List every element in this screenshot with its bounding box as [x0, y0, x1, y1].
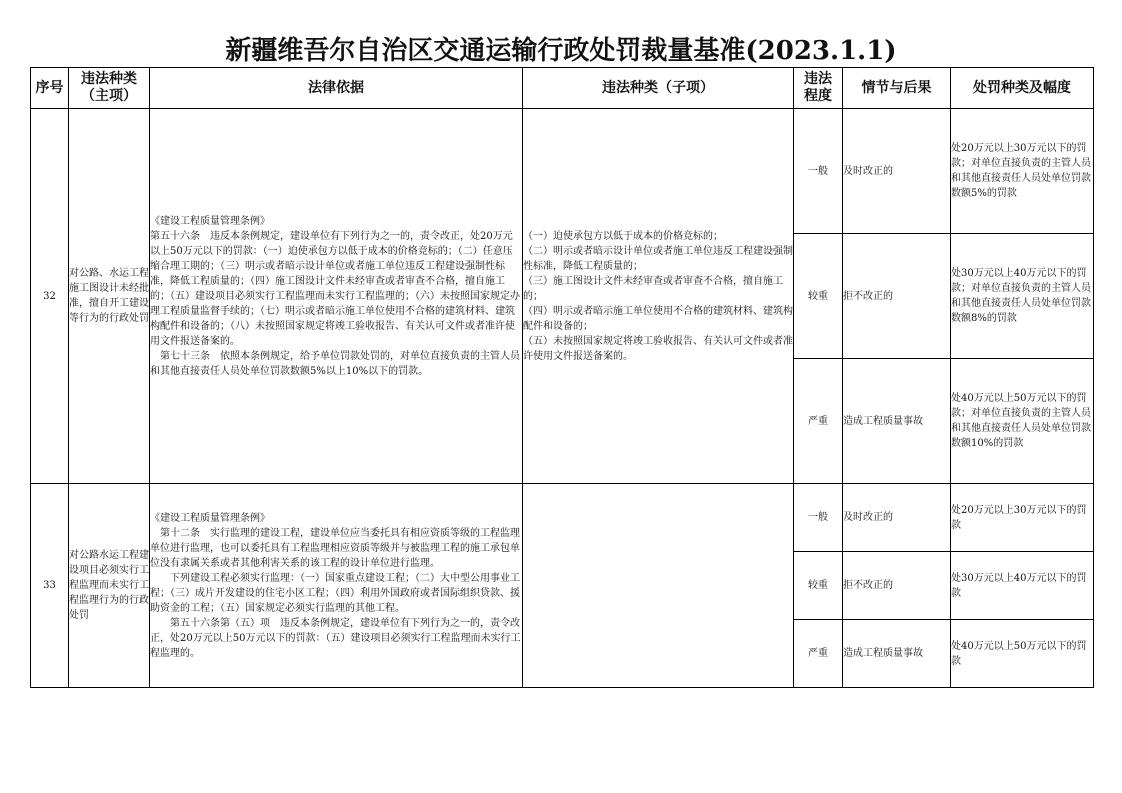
circumstance-cell: 拒不改正的 [843, 552, 951, 620]
circumstance-cell: 及时改正的 [843, 484, 951, 552]
penalty-cell: 处40万元以上50万元以下的罚款 [951, 620, 1094, 688]
penalty-cell: 处30万元以上40万元以下的罚款；对单位直接负责的主管人员和其他直接责任人员处单位罚款数额8%的罚款 [951, 234, 1094, 359]
header-main-type: 违法种类 （主项） [69, 68, 150, 109]
circumstance-cell: 拒不改正的 [843, 234, 951, 359]
penalty-cell: 处30万元以上40万元以下的罚款 [951, 552, 1094, 620]
degree-cell: 较重 [794, 234, 843, 359]
basis-paragraph: 第十二条 实行监理的建设工程，建设单位应当委托具有相应资质等级的工程监理单位进行监理，也可以委托具有工程监理相应资质等级并与被监理工程的施工承包单位没有隶属关系或者其他利害关系的该工程的设计单位进行监理。 [150, 527, 520, 569]
degree-cell: 较重 [794, 552, 843, 620]
sub-item: （三）施工图设计文件未经审查或者审查不合格，擅自施工的； [523, 275, 783, 302]
degree-cell: 严重 [794, 620, 843, 688]
circumstance-cell: 造成工程质量事故 [843, 359, 951, 484]
sub-item: （二）明示或者暗示设计单位或者施工单位违反工程建设强制性标准，降低工程质量的； [523, 245, 793, 272]
sub-item: （五）未按照国家规定将竣工验收报告、有关认可文件或者准许使用文件报送备案的。 [523, 335, 793, 362]
row-main-type: 对公路、水运工程施工图设计未经批准，擅自开工建设等行为的行政处罚 [69, 109, 150, 484]
basis-paragraph: 第五十六条 违反本条例规定，建设单位有下列行为之一的，责令改正，处20万元以上50万元以下的罚款：（一）迫使承包方以低于成本的价格竞标的；（二）任意压缩合理工期的；（三）明示或者暗示设计单位或者施工单位违反工程建设强制性标准，降低工程质量的；（四）施工图设计文件未经审查或者审查不合格，擅自施工的；（五）建设项目必须实行工程监理而未实行工程监理的；（六）未按照国家规定办理工程质量监督手续的；（七）明示或者暗示施工单位使用不合格的建筑材料、建筑构配件和设备的；（八）未按照国家规定将竣工验收报告、有关认可文件或者准许使用文件报送备案的。 [150, 230, 520, 347]
row-main-type: 对公路水运工程建设项目必须实行工程监理而未实行工程监理行为的行政处罚 [69, 484, 150, 688]
basis-paragraph: 第五十六条第（五）项 违反本条例规定，建设单位有下列行为之一的，责令改正，处20万元以上50万元以下的罚款：（五）建设项目必须实行工程监理而未实行工程监理的。 [150, 617, 521, 659]
header-circumstance: 情节与后果 [843, 68, 951, 109]
sub-item: （四）明示或者暗示施工单位使用不合格的建筑材料、建筑构配件和设备的； [523, 305, 793, 332]
row-sub-items [523, 484, 794, 688]
header-penalty: 处罚种类及幅度 [951, 68, 1094, 109]
table-row [31, 109, 1094, 234]
degree-cell: 严重 [794, 359, 843, 484]
basis-paragraph: 《建设工程质量管理条例》 [150, 512, 270, 524]
page-title: 新疆维吾尔自治区交通运输行政处罚裁量基准(2023.1.1) [225, 36, 897, 66]
row-seq: 33 [31, 484, 69, 688]
sub-item: （一）迫使承包方以低于成本的价格竞标的； [523, 230, 723, 242]
circumstance-cell: 造成工程质量事故 [843, 620, 951, 688]
table-row [31, 484, 1094, 552]
circumstance-cell: 及时改正的 [843, 109, 951, 234]
row-seq: 32 [31, 109, 69, 484]
row-legal-basis [150, 484, 523, 688]
header-degree: 违法 程度 [794, 68, 843, 109]
header-row [31, 68, 1094, 109]
header-seq: 序号 [31, 68, 69, 109]
header-sub-type: 违法种类（子项） [523, 68, 794, 109]
basis-paragraph: 下列建设工程必须实行监理：（一）国家重点建设工程；（二）大中型公用事业工程；（三）成片开发建设的住宅小区工程；（四）利用外国政府或者国际组织贷款、援助资金的工程；（五）国家规定必须实行监理的其他工程。 [150, 572, 520, 614]
penalty-cell: 处20万元以上30万元以下的罚款 [951, 484, 1094, 552]
basis-paragraph: 第七十三条 依照本条例规定，给予单位罚款处罚的，对单位直接负责的主管人员和其他直接责任人员处单位罚款数额5%以上10%以下的罚款。 [150, 350, 520, 377]
penalty-cell: 处20万元以上30万元以下的罚款；对单位直接负责的主管人员和其他直接责任人员处单位罚款数额5%的罚款 [951, 109, 1094, 234]
basis-paragraph: 《建设工程质量管理条例》 [150, 215, 270, 227]
degree-cell: 一般 [794, 109, 843, 234]
degree-cell: 一般 [794, 484, 843, 552]
header-basis: 法律依据 [150, 68, 523, 109]
penalty-cell: 处40万元以上50万元以下的罚款；对单位直接负责的主管人员和其他直接责任人员处单位罚款数额10%的罚款 [951, 359, 1094, 484]
row-sub-items [523, 109, 794, 484]
row-legal-basis [150, 109, 523, 484]
penalty-standard-table [30, 67, 1094, 688]
